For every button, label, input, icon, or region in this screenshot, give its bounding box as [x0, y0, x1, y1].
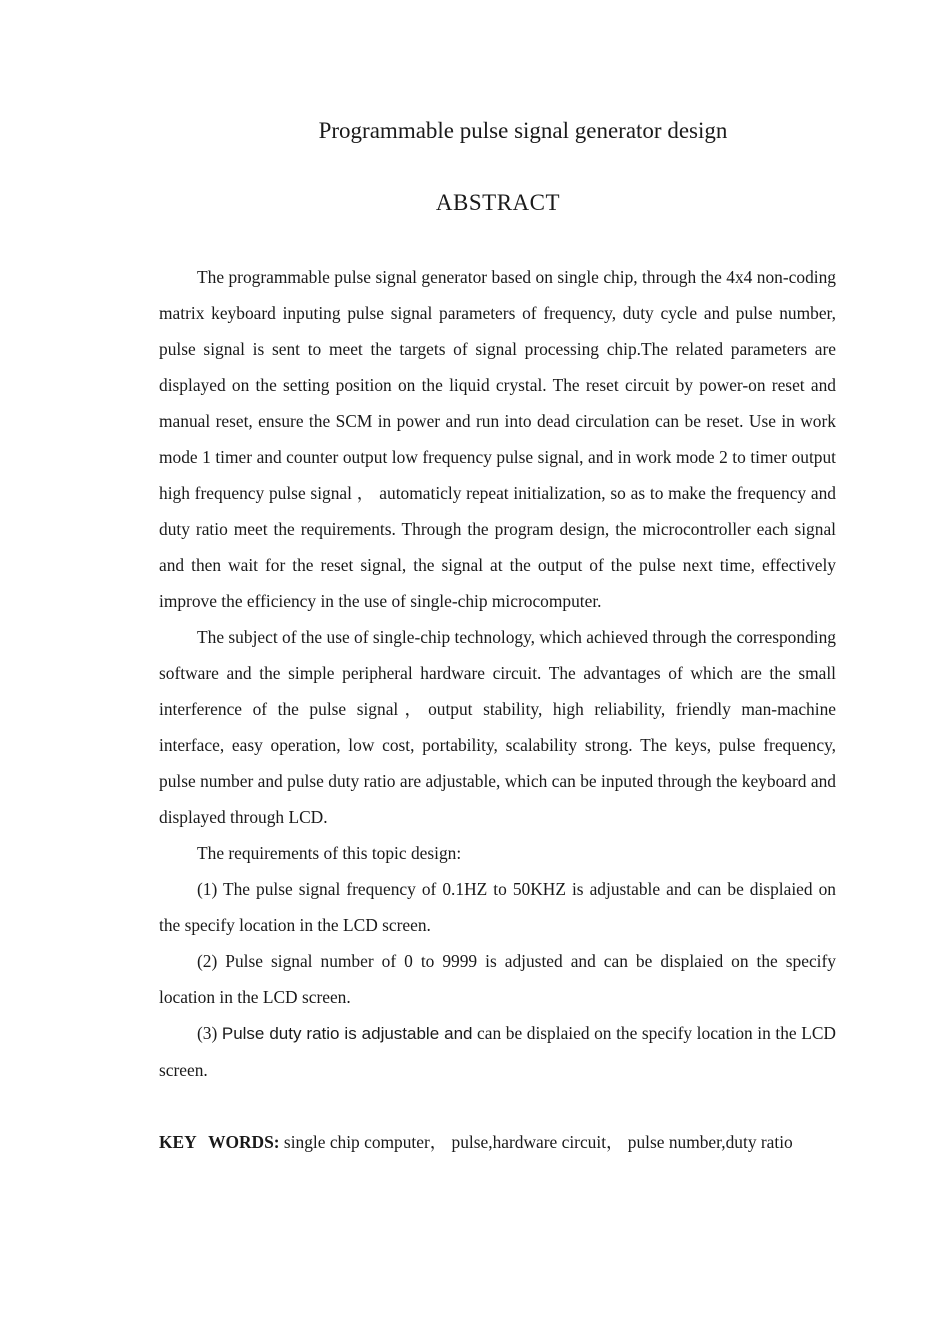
requirements-intro: The requirements of this topic design:: [197, 843, 462, 863]
keywords-line: [159, 1124, 836, 1160]
abstract-paragraph-2: The subject of the use of single-chip technology, which achieved through the corresponding software and the simple peripheral hardware circuit. The advantages of which are the small interference of the pulse signal，output stability, high reliability, friendly man-machine interface, easy operation, low cost, portability, scalability strong. The keys, pulse frequency, pulse number and pulse duty ratio are adjustable, which can be inputed through the keyboard and displayed through LCD.: [159, 627, 836, 827]
requirement-3: [159, 1015, 836, 1088]
requirement-3-sans-text: Pulse duty ratio is adjustable and: [221, 1024, 473, 1043]
requirement-1: (1) The pulse signal frequency of 0.1HZ to 50KHZ is adjustable and can be displaied on the specify location in the LCD screen.: [159, 879, 836, 935]
requirement-2: (2) Pulse signal number of 0 to 9999 is adjusted and can be displaied on the specify location in the LCD screen.: [159, 951, 836, 1007]
keywords-label: KEY WORDS:: [159, 1132, 280, 1152]
spacer: [159, 1088, 836, 1124]
abstract-heading: ABSTRACT: [435, 190, 561, 215]
requirement-3-prefix: (3): [197, 1023, 222, 1043]
document-title: Programmable pulse signal generator design: [318, 118, 728, 143]
keywords-text: single chip computer， pulse,hardware circuit， pulse number,duty ratio: [279, 1132, 793, 1152]
abstract-body: [159, 259, 836, 1160]
abstract-paragraph-1: The programmable pulse signal generator based on single chip, through the 4x4 non-coding matrix keyboard inputing pulse signal parameters of frequency, duty cycle and pulse number, pulse signal is sent to meet the targets of signal processing chip.The related parameters are displayed on the setting position on the liquid crystal. The reset circuit by power-on reset and manual reset, ensure the SCM in power and run into dead circulation can be reset. Use in work mode 1 timer and counter output low frequency pulse signal, and in work mode 2 to timer output high frequency pulse signal ， automaticly repeat initialization, so as to make the frequency and duty ratio meet the requirements. Through the program design, the microcontroller each signal and then wait for the reset signal, the signal at the output of the pulse next time, effectively improve the efficiency in the use of single-chip microcomputer.: [159, 267, 836, 611]
requirement-3-rest: can be displaied on the specify location in the LCD screen.: [159, 1023, 836, 1080]
